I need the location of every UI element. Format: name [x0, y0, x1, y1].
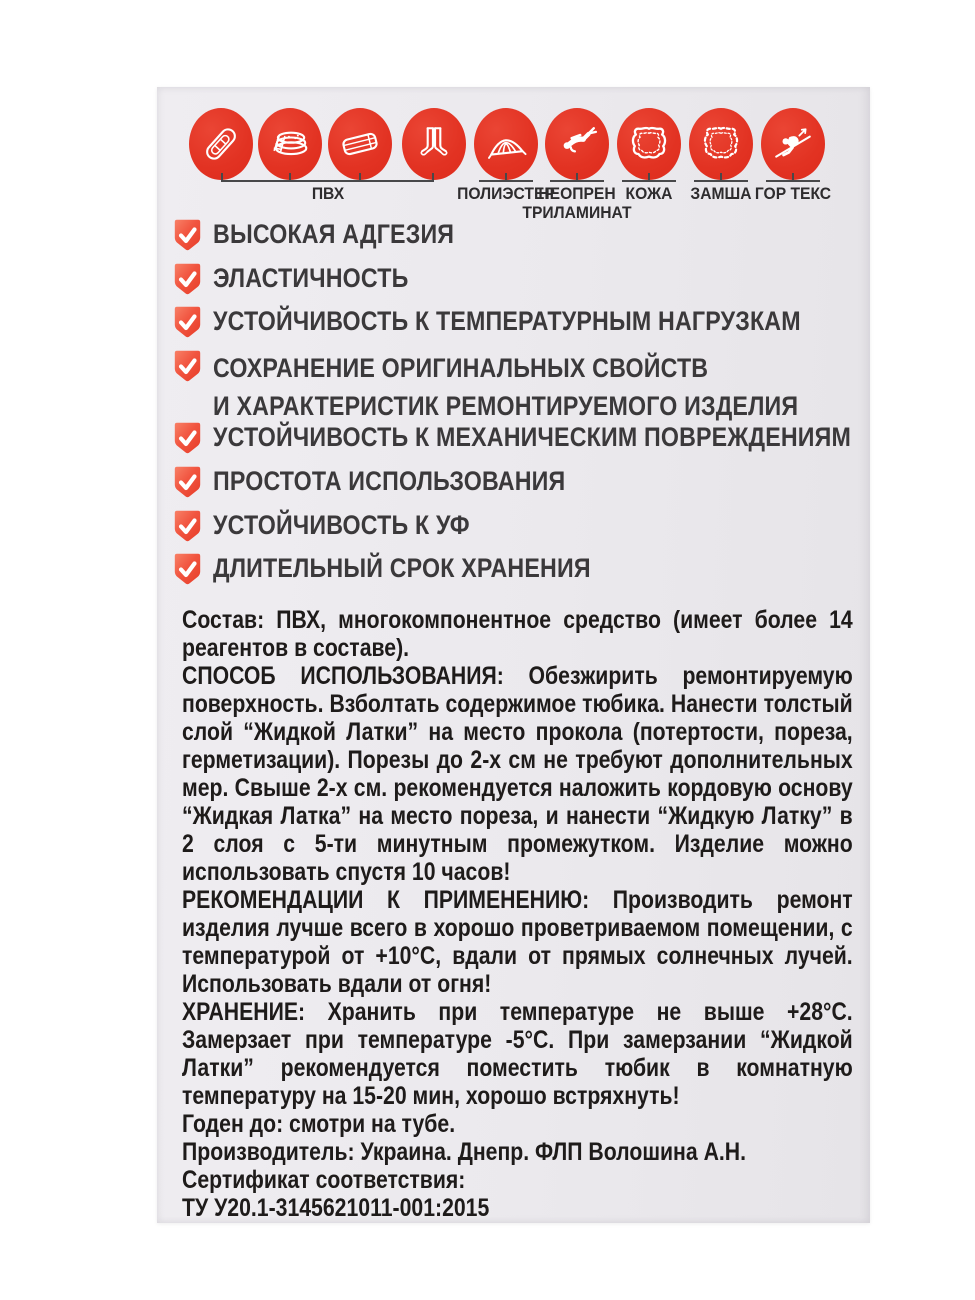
- feature-label: ПРОСТОТА ИСПОЛЬЗОВАНИЯ: [213, 466, 566, 496]
- air-mattress-icon: [339, 123, 381, 165]
- checkmark-shield-icon: [174, 219, 201, 252]
- inflatable-boat-icon: [200, 123, 242, 165]
- group-label-leather: КОЖА: [625, 184, 673, 203]
- material-icon-waders: [402, 108, 466, 180]
- feature-label: ВЫСОКАЯ АДГЕЗИЯ: [213, 219, 455, 249]
- feature-item: [174, 349, 894, 425]
- leather-group-marker: [622, 172, 676, 182]
- usage-text-block: [182, 606, 853, 1222]
- group-label-polyester: ПОЛИЭСТЕР: [457, 184, 555, 203]
- feature-item: [174, 218, 493, 252]
- certificate-line: Сертификат соответствия:: [182, 1166, 466, 1194]
- group-label-pvc: ПВХ: [311, 184, 345, 203]
- material-icon-suede: [689, 108, 753, 180]
- composition-paragraph: Состав: ПВХ, многокомпонентное средство (имеет более 14 реагентов в составе).: [182, 606, 853, 662]
- feature-label-line1: СОХРАНЕНИЕ ОРИГИНАЛЬНЫХ СВОЙСТВ: [213, 353, 709, 383]
- feature-label: [213, 349, 798, 425]
- material-icon-skier: [761, 108, 825, 180]
- scuba-diver-icon: [556, 123, 598, 165]
- feature-label: ДЛИТЕЛЬНЫЙ СРОК ХРАНЕНИЯ: [213, 553, 591, 583]
- suede-hide-icon: [700, 123, 742, 165]
- feature-item: [174, 421, 955, 455]
- feature-label: ЭЛАСТИЧНОСТЬ: [213, 263, 409, 293]
- polyester-group-marker: [479, 172, 533, 182]
- checkmark-shield-icon: [174, 263, 201, 296]
- group-label-neoprene-line2: ТРИЛАМИНАТ: [522, 203, 632, 222]
- material-icon-air-mattress: [328, 108, 392, 180]
- group-label-suede: ЗАМША: [690, 184, 752, 203]
- feature-item: [174, 509, 511, 543]
- inflatable-pool-icon: [269, 123, 311, 165]
- standard-number-line: ТУ У20.1-3145621011-001:2015: [182, 1194, 490, 1222]
- feature-label: УСТОЙЧИВОСТЬ К ТЕМПЕРАТУРНЫМ НАГРУЗКАМ: [213, 306, 801, 336]
- usage-method-paragraph: СПОСОБ ИСПОЛЬЗОВАНИЯ: Обезжирить ремонтируемую поверхность. Взболтать содержимое тюбика. Нанести толстый слой “Жидкой Латки” на место прокола (потертости, пореза, герметизации). Порезы до 2-х см не требуют дополнительных мер. Свыше 2-х см. рекомендуется наложить кордовую основу “Жидкая Латка” на место пореза, и нанести “Жидкую Латку” в 2 слоя с 5-ти минутным промежутком. Изделие можно использовать спустя 10 часов!: [182, 662, 853, 886]
- goretex-group-marker: [766, 172, 820, 182]
- checkmark-shield-icon: [174, 350, 201, 383]
- feature-item: [174, 552, 652, 586]
- material-icon-leather: [617, 108, 681, 180]
- feature-label: УСТОЙЧИВОСТЬ К МЕХАНИЧЕСКИМ ПОВРЕЖДЕНИЯМ: [213, 422, 852, 452]
- material-icon-scuba-diver: [545, 108, 609, 180]
- checkmark-shield-icon: [174, 553, 201, 586]
- material-icon-tent: [474, 108, 538, 180]
- material-icon-inflatable-boat: [189, 108, 253, 180]
- checkmark-shield-icon: [174, 306, 201, 339]
- leather-hide-icon: [628, 123, 670, 165]
- material-icon-inflatable-pool: [258, 108, 322, 180]
- feature-label-line2: И ХАРАКТЕРИСТИК РЕМОНТИРУЕМОГО ИЗДЕЛИЯ: [213, 391, 799, 421]
- tent-icon: [485, 123, 527, 165]
- group-label-neoprene-line1: НЕОПРЕН: [538, 184, 616, 203]
- waders-icon: [413, 123, 455, 165]
- neoprene-group-marker: [550, 172, 604, 182]
- checkmark-shield-icon: [174, 466, 201, 499]
- feature-item: [174, 465, 623, 499]
- pvc-group-bracket: [221, 172, 434, 182]
- feature-label: УСТОЙЧИВОСТЬ К УФ: [213, 510, 470, 540]
- recommendations-paragraph: РЕКОМЕНДАЦИИ К ПРИМЕНЕНИЮ: Производить ремонт изделия лучше всего в хорошо проветриваемом помещении, с температурой от +10°С, вдали от прямых солнечных лучей. Использовать вдали от огня!: [182, 886, 853, 998]
- suede-group-marker: [694, 172, 748, 182]
- checkmark-shield-icon: [174, 422, 201, 455]
- feature-item: [174, 305, 896, 339]
- checkmark-shield-icon: [174, 510, 201, 543]
- skier-icon: [772, 123, 814, 165]
- feature-item: [174, 262, 440, 296]
- storage-paragraph: ХРАНЕНИЕ: Хранить при температуре не выше +28°С. Замерзает при температуре -5°С. При замерзании “Жидкой Латки” рекомендуется поместить тюбик в комнатную температуру на 15-20 мин, хорошо встряхнуть!: [182, 998, 853, 1110]
- expiry-line: Годен до: смотри на тубе.: [182, 1110, 456, 1138]
- product-label: [157, 87, 870, 1223]
- group-label-goretex: ГОР ТЕКС: [754, 184, 832, 203]
- manufacturer-line: Производитель: Украина. Днепр. ФЛП Волошина А.Н.: [182, 1138, 747, 1166]
